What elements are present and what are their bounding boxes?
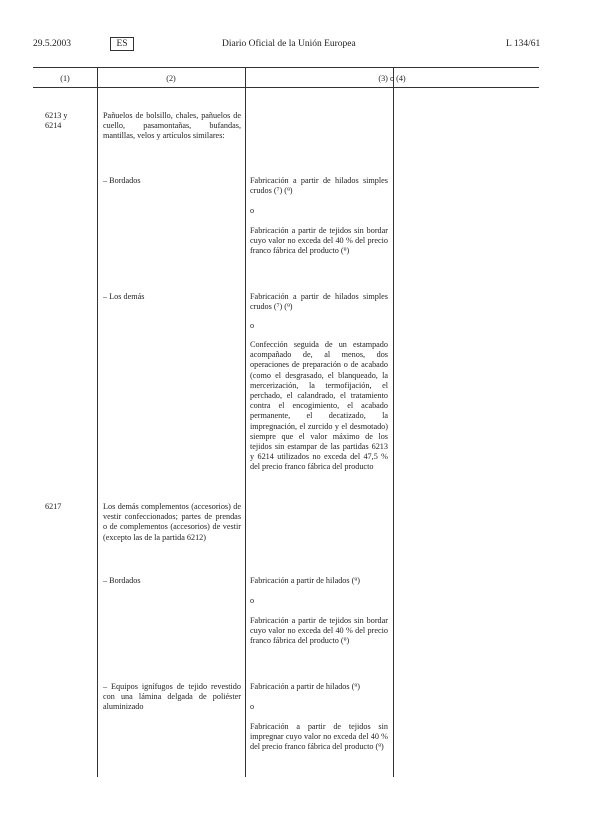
rule-alternative: o [250,321,255,330]
page-reference: L 134/61 [506,39,541,49]
product-description: Los demás complementos (accesorios) de vestir confeccionados; partes de prendas o de complementos (accesorios) de vestir (excepto las de la partida 6212) [103,502,241,542]
column-header-3-4: (3) o (4) [378,74,406,83]
column-divider-3 [393,67,394,777]
column-divider-2 [245,67,246,777]
product-description: – Los demás [103,292,145,301]
product-description: – Equipos ignífugos de tejido revestido con una lámina delgada de poliéster aluminizado [103,682,241,712]
working-rule: Fabricación a partir de tejidos sin bordar cuyo valor no exceda del 40 % del precio franco fábrica del producto (⁹) [250,616,388,646]
working-rule: Fabricación a partir de hilados simples crudos (⁷) (⁹) [250,176,388,196]
rule-alternative: o [250,596,255,605]
working-rule: Fabricación a partir de tejidos sin impregnar cuyo valor no exceda del 40 % del precio franco fábrica del producto (⁹) [250,722,388,752]
working-rule: Fabricación a partir de hilados simples crudos (⁷) (⁹) [250,292,388,312]
working-rule: Fabricación a partir de hilados (⁹) [250,682,360,691]
language-label: ES [116,39,128,49]
working-rule: Confección seguida de un estampado acompañado de, al menos, dos operaciones de preparación o de acabado (como el desgrasado, el blanqueado, la mercerización, la termofijación, el perchado, el calandrado, el tratamiento contra el encogimiento, el acabado permanente, el decatizado, la impregnación, el zurcido y el desmotado) siempre que el valor máximo de los tejidos sin estampar de las partidas 6213 y 6214 utilizados no exceda del 47,5 % del precio franco fábrica del producto [250,340,388,472]
column-header-1: (1) [60,74,70,83]
language-badge [110,37,134,51]
rule-alternative: o [250,206,255,215]
header-date: 29.5.2003 [33,39,71,49]
heading-code: 6217 [45,502,62,511]
column-header-2: (2) [166,74,176,83]
working-rule: Fabricación a partir de tejidos sin bordar cuyo valor no exceda del 40 % del precio franco fábrica del producto (⁹) [250,226,388,256]
rule-alternative: o [250,702,255,711]
journal-title: Diario Oficial de la Unión Europea [222,39,356,49]
product-description: – Bordados [103,576,141,585]
table-top-rule [33,67,539,68]
heading-code: 6213 y 6214 [45,111,68,131]
product-description: Pañuelos de bolsillo, chales, pañuelos de cuello, pasamontañas, bufandas, mantillas, velos y artículos similares: [103,111,241,141]
working-rule: Fabricación a partir de hilados (⁹) [250,576,360,585]
table-header-rule [33,87,539,88]
product-description: – Bordados [103,176,141,185]
column-divider-1 [97,67,98,777]
